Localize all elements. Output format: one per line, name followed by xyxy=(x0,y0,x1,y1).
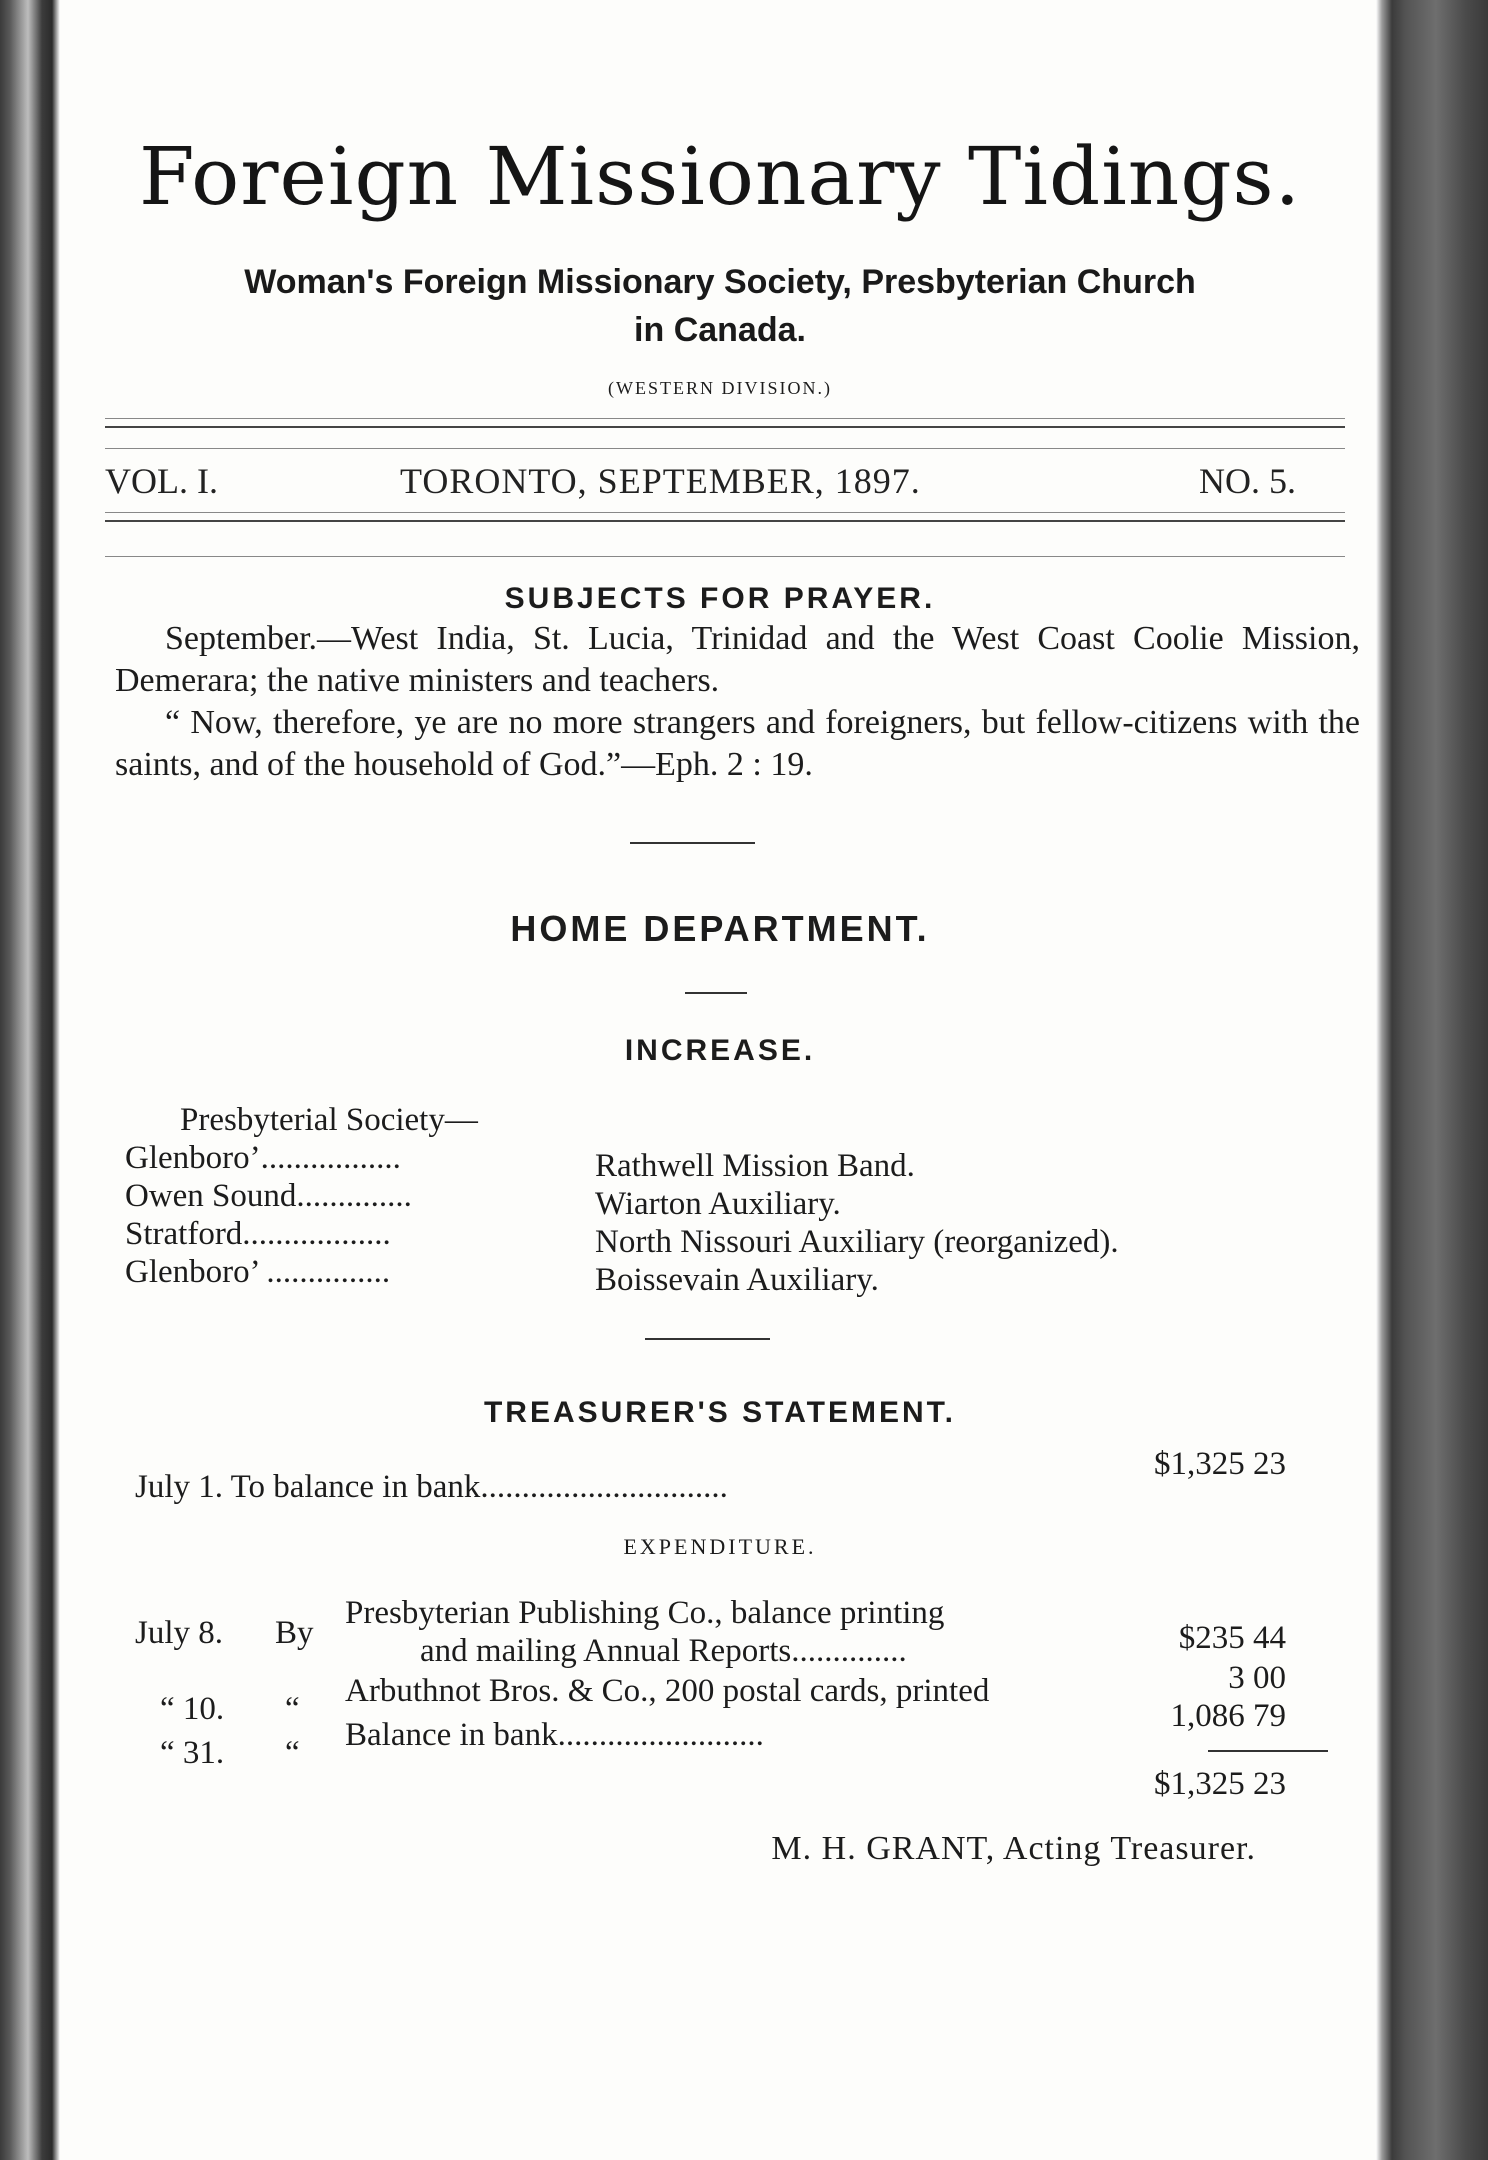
masthead-title: Foreign Missionary Tidings. xyxy=(138,130,1302,223)
expenditure-amount: 1,086 79 xyxy=(1170,1698,1286,1734)
volume-label: VOL. I. xyxy=(105,461,218,501)
expenditure-date: “ 10. xyxy=(160,1691,225,1727)
total-rule xyxy=(1208,1750,1328,1752)
rule-top-1 xyxy=(105,418,1345,419)
prayer-paragraph-2 xyxy=(115,702,1360,786)
opening-balance-row xyxy=(135,1468,728,1506)
increase-society: Rathwell Mission Band. xyxy=(595,1148,915,1184)
book-spine-left xyxy=(0,0,60,2160)
expenditure-amount: $235 44 xyxy=(1178,1620,1286,1656)
increase-society: North Nissouri Auxiliary (reorganized). xyxy=(595,1224,1119,1260)
masthead-subtitle xyxy=(180,258,1260,354)
issue-number: NO. 5. xyxy=(1199,461,1296,501)
opening-amount: $1,325 23 xyxy=(1154,1446,1286,1482)
opening-date: July 1. xyxy=(135,1469,224,1505)
rule-top-3 xyxy=(105,448,1345,449)
increase-society: Wiarton Auxiliary. xyxy=(595,1186,841,1222)
section-divider xyxy=(630,842,755,844)
increase-heading: INCREASE. xyxy=(624,1034,816,1067)
opening-text: To balance in bank.............................. xyxy=(230,1469,728,1505)
section-divider xyxy=(645,1338,770,1340)
increase-presbyterial: Owen Sound.............. xyxy=(125,1178,412,1214)
rule-top-2 xyxy=(105,426,1345,428)
treasurer-heading: TREASURER'S STATEMENT. xyxy=(483,1396,957,1429)
prayer-heading: SUBJECTS FOR PRAYER. xyxy=(504,582,936,615)
expenditure-text-line-1: Arbuthnot Bros. & Co., 200 postal cards, printed xyxy=(345,1673,990,1709)
expenditure-text-line-1: Presbyterian Publishing Co., balance printing xyxy=(345,1595,945,1631)
expenditure-text-line-1: Balance in bank......................... xyxy=(345,1717,764,1753)
place-date: TORONTO, SEPTEMBER, 1897. xyxy=(400,461,921,501)
expenditure-text-line-2: and mailing Annual Reports.............. xyxy=(420,1633,907,1669)
increase-column-label: Presbyterial Society— xyxy=(180,1102,478,1138)
expenditure-date: July 8. xyxy=(135,1615,224,1651)
increase-presbyterial: Glenboro’ ............... xyxy=(125,1254,391,1290)
book-edge-right xyxy=(1376,0,1488,2160)
total-amount: $1,325 23 xyxy=(1154,1766,1286,1802)
section-divider xyxy=(685,992,747,994)
expenditure-amount: 3 00 xyxy=(1228,1660,1286,1696)
increase-row xyxy=(125,1254,1375,1298)
rule-bottom-3 xyxy=(105,556,1345,557)
subtitle-line-2: in Canada. xyxy=(634,311,806,349)
expenditure-by: By xyxy=(275,1615,314,1651)
expenditure-date: “ 31. xyxy=(160,1735,225,1771)
prayer-paragraph-2-text: “ Now, therefore, ye are no more strangers and foreigners, but fellow-citizens with the saints, and of the household of God.”—Eph. 2 : 19. xyxy=(115,704,1360,783)
home-heading: HOME DEPARTMENT. xyxy=(510,908,930,949)
expenditure-heading: EXPENDITURE. xyxy=(623,1534,817,1559)
increase-presbyterial: Glenboro’................. xyxy=(125,1140,401,1176)
treasurer-signature: M. H. GRANT, Acting Treasurer. xyxy=(771,1830,1256,1867)
rule-bottom-2 xyxy=(105,520,1345,522)
page xyxy=(60,0,1376,2160)
prayer-paragraph-1-text: September.—West India, St. Lucia, Trinidad and the West Coast Coolie Mission, Demerara; the native ministers and teachers. xyxy=(115,620,1360,699)
prayer-paragraph-1 xyxy=(115,618,1360,702)
expenditure-by: “ xyxy=(285,1735,300,1771)
rule-bottom-1 xyxy=(105,512,1345,513)
increase-society: Boissevain Auxiliary. xyxy=(595,1262,879,1298)
expenditure-by: “ xyxy=(285,1691,300,1727)
subtitle-line-1: Woman's Foreign Missionary Society, Presbyterian Church xyxy=(244,263,1196,301)
increase-presbyterial: Stratford.................. xyxy=(125,1216,391,1252)
division-label: (WESTERN DIVISION.) xyxy=(608,378,832,398)
